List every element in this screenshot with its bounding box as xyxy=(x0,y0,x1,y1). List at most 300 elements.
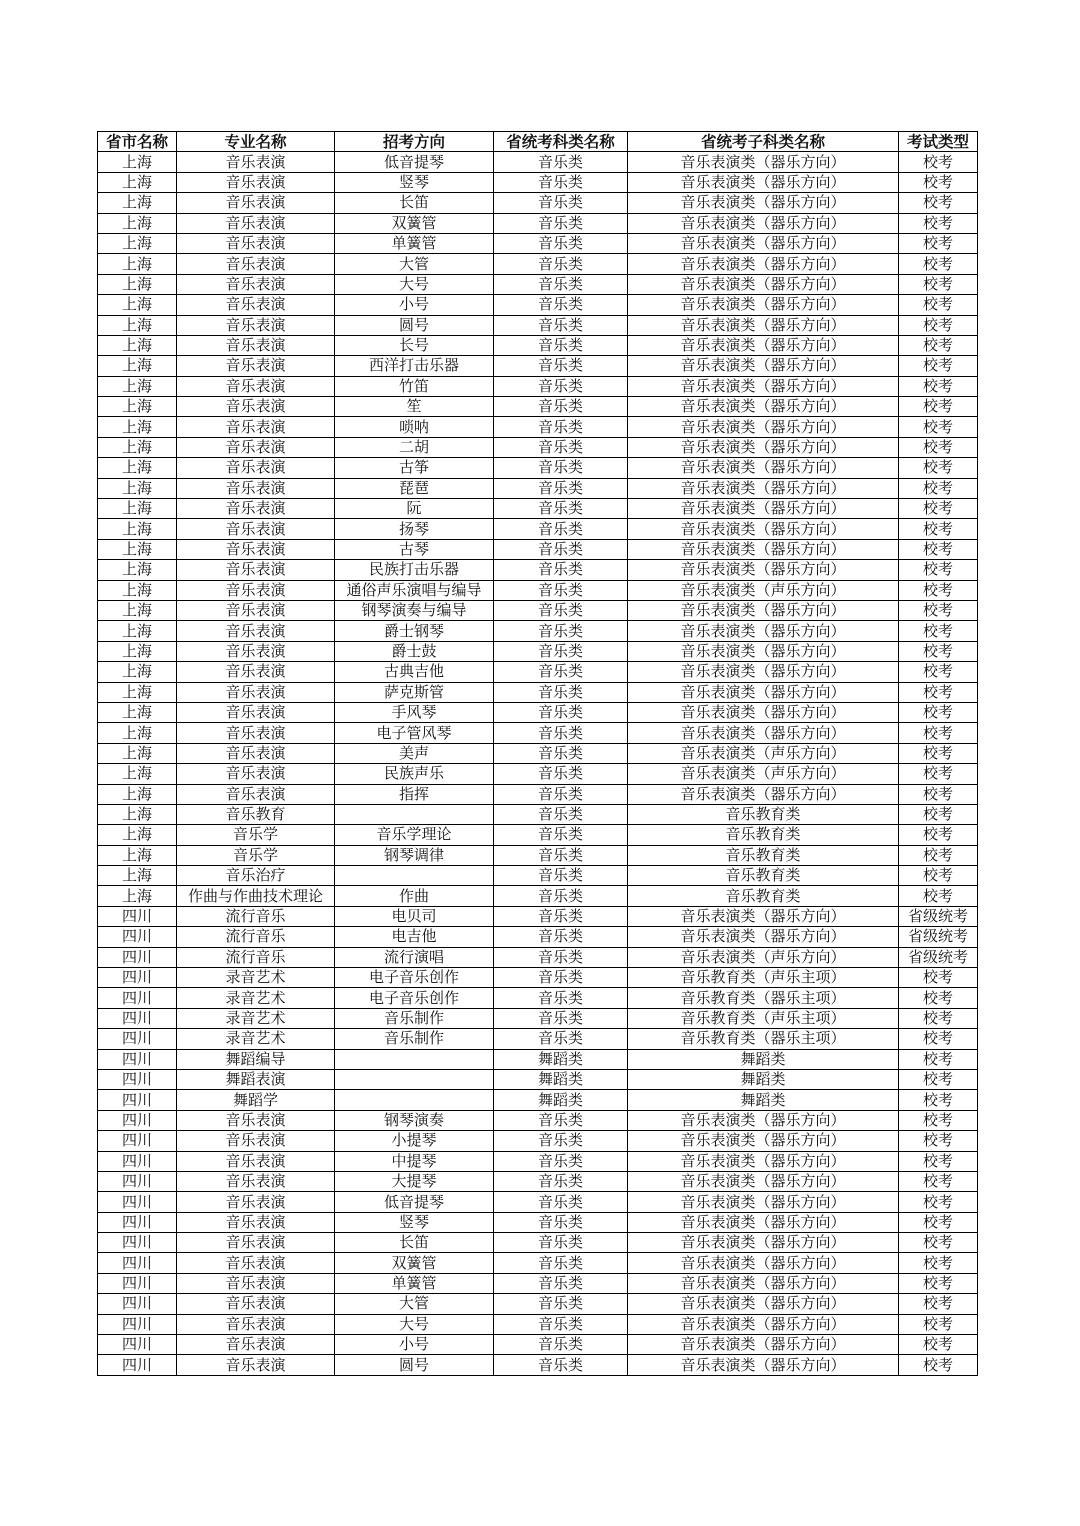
cell-province: 四川 xyxy=(98,1049,177,1069)
cell-subcategory: 音乐表演类（器乐方向） xyxy=(628,723,899,743)
table-row xyxy=(98,1008,978,1028)
cell-exam-type: 校考 xyxy=(899,254,978,274)
cell-exam-type: 校考 xyxy=(899,499,978,519)
cell-category: 音乐类 xyxy=(494,437,628,457)
cell-province: 四川 xyxy=(98,1233,177,1253)
cell-direction: 圆号 xyxy=(335,1355,494,1375)
cell-province: 四川 xyxy=(98,1110,177,1130)
table-row xyxy=(98,397,978,417)
cell-province: 上海 xyxy=(98,315,177,335)
cell-major: 流行音乐 xyxy=(177,927,335,947)
cell-subcategory: 舞蹈类 xyxy=(628,1090,899,1110)
cell-exam-type: 校考 xyxy=(899,233,978,253)
cell-province: 上海 xyxy=(98,743,177,763)
table-row xyxy=(98,1029,978,1049)
table-row xyxy=(98,968,978,988)
cell-direction: 电子音乐创作 xyxy=(335,968,494,988)
cell-major: 音乐表演 xyxy=(177,254,335,274)
cell-exam-type: 校考 xyxy=(899,1090,978,1110)
cell-province: 四川 xyxy=(98,1171,177,1191)
cell-exam-type: 校考 xyxy=(899,600,978,620)
cell-major: 音乐表演 xyxy=(177,152,335,172)
header-category: 省统考科类名称 xyxy=(494,132,628,152)
cell-major: 音乐表演 xyxy=(177,1171,335,1191)
cell-category: 音乐类 xyxy=(494,804,628,824)
table-row xyxy=(98,295,978,315)
cell-major: 音乐表演 xyxy=(177,560,335,580)
cell-exam-type: 校考 xyxy=(899,702,978,722)
cell-province: 上海 xyxy=(98,478,177,498)
cell-category: 音乐类 xyxy=(494,1355,628,1375)
cell-direction: 古筝 xyxy=(335,458,494,478)
cell-subcategory: 音乐表演类（器乐方向） xyxy=(628,927,899,947)
table-row xyxy=(98,580,978,600)
cell-province: 上海 xyxy=(98,723,177,743)
cell-exam-type: 校考 xyxy=(899,1151,978,1171)
cell-major: 音乐表演 xyxy=(177,1233,335,1253)
cell-direction: 美声 xyxy=(335,743,494,763)
cell-subcategory: 音乐表演类（器乐方向） xyxy=(628,1314,899,1334)
cell-major: 音乐表演 xyxy=(177,478,335,498)
cell-exam-type: 校考 xyxy=(899,295,978,315)
cell-direction xyxy=(335,1069,494,1089)
cell-major: 舞蹈学 xyxy=(177,1090,335,1110)
cell-exam-type: 校考 xyxy=(899,1294,978,1314)
cell-direction: 钢琴演奏 xyxy=(335,1110,494,1130)
cell-province: 上海 xyxy=(98,437,177,457)
cell-subcategory: 音乐表演类（器乐方向） xyxy=(628,1335,899,1355)
cell-major: 舞蹈表演 xyxy=(177,1069,335,1089)
cell-direction: 古典吉他 xyxy=(335,662,494,682)
cell-subcategory: 音乐表演类（器乐方向） xyxy=(628,1233,899,1253)
cell-direction: 竖琴 xyxy=(335,1212,494,1232)
cell-category: 音乐类 xyxy=(494,968,628,988)
table-row xyxy=(98,1192,978,1212)
table-row xyxy=(98,1049,978,1069)
cell-subcategory: 音乐表演类（器乐方向） xyxy=(628,1212,899,1232)
cell-major: 录音艺术 xyxy=(177,1008,335,1028)
cell-subcategory: 音乐表演类（器乐方向） xyxy=(628,1273,899,1293)
cell-subcategory: 音乐表演类（器乐方向） xyxy=(628,356,899,376)
table-row xyxy=(98,560,978,580)
cell-exam-type: 校考 xyxy=(899,560,978,580)
cell-direction: 音乐制作 xyxy=(335,1029,494,1049)
cell-subcategory: 音乐表演类（器乐方向） xyxy=(628,1355,899,1375)
cell-subcategory: 音乐表演类（器乐方向） xyxy=(628,600,899,620)
cell-major: 音乐表演 xyxy=(177,743,335,763)
cell-direction: 指挥 xyxy=(335,784,494,804)
cell-direction: 大管 xyxy=(335,1294,494,1314)
cell-major: 录音艺术 xyxy=(177,988,335,1008)
table-row xyxy=(98,866,978,886)
cell-province: 四川 xyxy=(98,947,177,967)
cell-direction: 大号 xyxy=(335,1314,494,1334)
cell-subcategory: 音乐表演类（器乐方向） xyxy=(628,641,899,661)
cell-subcategory: 音乐教育类（器乐主项） xyxy=(628,988,899,1008)
cell-exam-type: 校考 xyxy=(899,988,978,1008)
cell-category: 音乐类 xyxy=(494,702,628,722)
cell-direction: 民族打击乐器 xyxy=(335,560,494,580)
cell-province: 上海 xyxy=(98,335,177,355)
cell-subcategory: 音乐表演类（器乐方向） xyxy=(628,152,899,172)
cell-subcategory: 音乐表演类（器乐方向） xyxy=(628,295,899,315)
cell-category: 音乐类 xyxy=(494,1131,628,1151)
table-row xyxy=(98,1110,978,1130)
table-row xyxy=(98,1314,978,1334)
cell-province: 上海 xyxy=(98,682,177,702)
cell-exam-type: 校考 xyxy=(899,376,978,396)
cell-category: 音乐类 xyxy=(494,254,628,274)
header-exam-type: 考试类型 xyxy=(899,132,978,152)
cell-category: 音乐类 xyxy=(494,825,628,845)
cell-direction: 大号 xyxy=(335,274,494,294)
cell-direction: 大提琴 xyxy=(335,1171,494,1191)
cell-province: 四川 xyxy=(98,1192,177,1212)
cell-category: 音乐类 xyxy=(494,1314,628,1334)
cell-province: 上海 xyxy=(98,621,177,641)
cell-major: 音乐表演 xyxy=(177,458,335,478)
cell-province: 四川 xyxy=(98,1029,177,1049)
cell-province: 四川 xyxy=(98,1294,177,1314)
cell-major: 音乐表演 xyxy=(177,172,335,192)
cell-province: 上海 xyxy=(98,213,177,233)
table-row xyxy=(98,988,978,1008)
cell-province: 四川 xyxy=(98,1008,177,1028)
cell-category: 音乐类 xyxy=(494,947,628,967)
cell-direction xyxy=(335,804,494,824)
cell-province: 四川 xyxy=(98,1335,177,1355)
cell-subcategory: 舞蹈类 xyxy=(628,1069,899,1089)
table-row xyxy=(98,1355,978,1375)
cell-category: 音乐类 xyxy=(494,478,628,498)
cell-exam-type: 校考 xyxy=(899,1253,978,1273)
cell-category: 音乐类 xyxy=(494,784,628,804)
table-row xyxy=(98,172,978,192)
cell-major: 音乐表演 xyxy=(177,621,335,641)
cell-category: 音乐类 xyxy=(494,213,628,233)
table-row xyxy=(98,519,978,539)
cell-category: 音乐类 xyxy=(494,376,628,396)
table-row xyxy=(98,947,978,967)
cell-province: 上海 xyxy=(98,539,177,559)
cell-exam-type: 校考 xyxy=(899,723,978,743)
cell-subcategory: 音乐教育类（器乐主项） xyxy=(628,1029,899,1049)
table-header-row xyxy=(98,132,978,152)
cell-major: 录音艺术 xyxy=(177,1029,335,1049)
cell-exam-type: 校考 xyxy=(899,968,978,988)
cell-direction: 竹笛 xyxy=(335,376,494,396)
cell-major: 音乐表演 xyxy=(177,1294,335,1314)
cell-direction: 低音提琴 xyxy=(335,1192,494,1212)
cell-category: 音乐类 xyxy=(494,1233,628,1253)
cell-direction: 琵琶 xyxy=(335,478,494,498)
header-direction: 招考方向 xyxy=(335,132,494,152)
cell-subcategory: 音乐表演类（器乐方向） xyxy=(628,499,899,519)
cell-province: 四川 xyxy=(98,1212,177,1232)
cell-province: 四川 xyxy=(98,1069,177,1089)
table-row xyxy=(98,1090,978,1110)
cell-direction xyxy=(335,866,494,886)
cell-exam-type: 校考 xyxy=(899,1131,978,1151)
cell-category: 音乐类 xyxy=(494,519,628,539)
cell-subcategory: 音乐教育类 xyxy=(628,804,899,824)
cell-exam-type: 校考 xyxy=(899,784,978,804)
cell-province: 四川 xyxy=(98,1131,177,1151)
cell-category: 音乐类 xyxy=(494,152,628,172)
cell-category: 音乐类 xyxy=(494,662,628,682)
table-row xyxy=(98,1131,978,1151)
cell-category: 音乐类 xyxy=(494,458,628,478)
cell-province: 四川 xyxy=(98,1253,177,1273)
cell-major: 音乐表演 xyxy=(177,1314,335,1334)
cell-category: 音乐类 xyxy=(494,1253,628,1273)
cell-major: 音乐表演 xyxy=(177,702,335,722)
cell-exam-type: 校考 xyxy=(899,1314,978,1334)
cell-major: 音乐表演 xyxy=(177,193,335,213)
cell-subcategory: 音乐表演类（器乐方向） xyxy=(628,417,899,437)
cell-subcategory: 音乐表演类（声乐方向） xyxy=(628,580,899,600)
cell-exam-type: 校考 xyxy=(899,458,978,478)
cell-exam-type: 校考 xyxy=(899,213,978,233)
table-body xyxy=(98,152,978,1375)
cell-exam-type: 校考 xyxy=(899,1233,978,1253)
cell-category: 音乐类 xyxy=(494,499,628,519)
cell-category: 音乐类 xyxy=(494,641,628,661)
cell-province: 四川 xyxy=(98,906,177,926)
cell-category: 音乐类 xyxy=(494,560,628,580)
cell-major: 录音艺术 xyxy=(177,968,335,988)
table-row xyxy=(98,1069,978,1089)
cell-major: 音乐治疗 xyxy=(177,866,335,886)
cell-exam-type: 校考 xyxy=(899,335,978,355)
cell-major: 音乐表演 xyxy=(177,580,335,600)
cell-category: 音乐类 xyxy=(494,866,628,886)
cell-exam-type: 校考 xyxy=(899,437,978,457)
cell-major: 音乐表演 xyxy=(177,295,335,315)
table-row xyxy=(98,335,978,355)
cell-category: 音乐类 xyxy=(494,621,628,641)
cell-direction: 钢琴调律 xyxy=(335,845,494,865)
cell-direction: 二胡 xyxy=(335,437,494,457)
cell-subcategory: 音乐表演类（器乐方向） xyxy=(628,1131,899,1151)
table-row xyxy=(98,315,978,335)
cell-category: 音乐类 xyxy=(494,397,628,417)
cell-subcategory: 音乐表演类（器乐方向） xyxy=(628,682,899,702)
cell-subcategory: 音乐表演类（器乐方向） xyxy=(628,906,899,926)
cell-subcategory: 音乐表演类（器乐方向） xyxy=(628,1192,899,1212)
cell-subcategory: 音乐表演类（器乐方向） xyxy=(628,478,899,498)
table-row xyxy=(98,274,978,294)
cell-province: 上海 xyxy=(98,458,177,478)
cell-category: 音乐类 xyxy=(494,1335,628,1355)
cell-subcategory: 音乐表演类（器乐方向） xyxy=(628,662,899,682)
cell-subcategory: 音乐表演类（器乐方向） xyxy=(628,172,899,192)
cell-major: 音乐表演 xyxy=(177,376,335,396)
cell-province: 上海 xyxy=(98,886,177,906)
cell-major: 音乐表演 xyxy=(177,539,335,559)
cell-exam-type: 校考 xyxy=(899,866,978,886)
table-row xyxy=(98,233,978,253)
cell-subcategory: 音乐表演类（声乐方向） xyxy=(628,947,899,967)
cell-category: 音乐类 xyxy=(494,1151,628,1171)
table-row xyxy=(98,193,978,213)
table-row xyxy=(98,1335,978,1355)
cell-major: 音乐表演 xyxy=(177,519,335,539)
cell-major: 音乐表演 xyxy=(177,1355,335,1375)
admissions-table xyxy=(97,131,978,1376)
cell-direction: 双簧管 xyxy=(335,213,494,233)
cell-category: 音乐类 xyxy=(494,682,628,702)
table-row xyxy=(98,478,978,498)
cell-exam-type: 校考 xyxy=(899,539,978,559)
cell-subcategory: 音乐表演类（器乐方向） xyxy=(628,784,899,804)
cell-major: 音乐表演 xyxy=(177,397,335,417)
cell-subcategory: 音乐教育类 xyxy=(628,825,899,845)
cell-direction: 双簧管 xyxy=(335,1253,494,1273)
cell-subcategory: 音乐教育类（声乐主项） xyxy=(628,968,899,988)
cell-exam-type: 校考 xyxy=(899,764,978,784)
cell-major: 音乐学 xyxy=(177,825,335,845)
cell-exam-type: 校考 xyxy=(899,519,978,539)
cell-exam-type: 校考 xyxy=(899,845,978,865)
cell-major: 音乐表演 xyxy=(177,1253,335,1273)
cell-subcategory: 音乐表演类（器乐方向） xyxy=(628,560,899,580)
table-row xyxy=(98,1294,978,1314)
cell-subcategory: 音乐表演类（器乐方向） xyxy=(628,193,899,213)
table-row xyxy=(98,1253,978,1273)
cell-exam-type: 校考 xyxy=(899,1008,978,1028)
table-row xyxy=(98,417,978,437)
table-row xyxy=(98,662,978,682)
cell-direction: 民族声乐 xyxy=(335,764,494,784)
cell-direction: 唢呐 xyxy=(335,417,494,437)
cell-direction: 扬琴 xyxy=(335,519,494,539)
cell-subcategory: 音乐表演类（器乐方向） xyxy=(628,1253,899,1273)
cell-exam-type: 校考 xyxy=(899,478,978,498)
cell-direction: 作曲 xyxy=(335,886,494,906)
cell-direction: 音乐制作 xyxy=(335,1008,494,1028)
cell-major: 音乐表演 xyxy=(177,335,335,355)
cell-category: 音乐类 xyxy=(494,315,628,335)
table-row xyxy=(98,804,978,824)
cell-province: 上海 xyxy=(98,560,177,580)
cell-subcategory: 音乐教育类 xyxy=(628,866,899,886)
cell-subcategory: 音乐教育类（声乐主项） xyxy=(628,1008,899,1028)
cell-exam-type: 校考 xyxy=(899,193,978,213)
cell-major: 音乐学 xyxy=(177,845,335,865)
header-subcategory: 省统考子科类名称 xyxy=(628,132,899,152)
cell-category: 音乐类 xyxy=(494,172,628,192)
cell-province: 上海 xyxy=(98,295,177,315)
cell-province: 上海 xyxy=(98,784,177,804)
cell-province: 上海 xyxy=(98,804,177,824)
cell-province: 上海 xyxy=(98,519,177,539)
cell-exam-type: 校考 xyxy=(899,274,978,294)
cell-province: 上海 xyxy=(98,254,177,274)
cell-category: 音乐类 xyxy=(494,356,628,376)
cell-direction: 音乐学理论 xyxy=(335,825,494,845)
cell-province: 上海 xyxy=(98,825,177,845)
header-major: 专业名称 xyxy=(177,132,335,152)
table-row xyxy=(98,1171,978,1191)
cell-direction: 电子管风琴 xyxy=(335,723,494,743)
cell-major: 音乐表演 xyxy=(177,233,335,253)
cell-exam-type: 校考 xyxy=(899,1355,978,1375)
table-row xyxy=(98,723,978,743)
cell-direction: 小号 xyxy=(335,295,494,315)
cell-province: 四川 xyxy=(98,927,177,947)
cell-province: 上海 xyxy=(98,417,177,437)
table-row xyxy=(98,1212,978,1232)
cell-subcategory: 音乐表演类（器乐方向） xyxy=(628,254,899,274)
cell-province: 四川 xyxy=(98,988,177,1008)
cell-category: 音乐类 xyxy=(494,335,628,355)
cell-province: 四川 xyxy=(98,1090,177,1110)
cell-direction: 西洋打击乐器 xyxy=(335,356,494,376)
cell-province: 上海 xyxy=(98,376,177,396)
cell-direction: 单簧管 xyxy=(335,233,494,253)
cell-direction: 萨克斯管 xyxy=(335,682,494,702)
cell-subcategory: 音乐表演类（声乐方向） xyxy=(628,743,899,763)
cell-subcategory: 音乐表演类（器乐方向） xyxy=(628,335,899,355)
cell-exam-type: 校考 xyxy=(899,315,978,335)
cell-category: 音乐类 xyxy=(494,1110,628,1130)
cell-major: 舞蹈编导 xyxy=(177,1049,335,1069)
cell-major: 音乐表演 xyxy=(177,1110,335,1130)
cell-category: 音乐类 xyxy=(494,233,628,253)
cell-exam-type: 校考 xyxy=(899,682,978,702)
cell-exam-type: 校考 xyxy=(899,743,978,763)
cell-category: 音乐类 xyxy=(494,1212,628,1232)
cell-exam-type: 校考 xyxy=(899,580,978,600)
table-row xyxy=(98,845,978,865)
cell-direction: 电贝司 xyxy=(335,906,494,926)
cell-province: 上海 xyxy=(98,274,177,294)
table-row xyxy=(98,784,978,804)
table-row xyxy=(98,621,978,641)
cell-category: 舞蹈类 xyxy=(494,1049,628,1069)
cell-major: 音乐表演 xyxy=(177,1192,335,1212)
cell-major: 流行音乐 xyxy=(177,947,335,967)
cell-subcategory: 音乐教育类 xyxy=(628,886,899,906)
cell-province: 上海 xyxy=(98,152,177,172)
cell-category: 音乐类 xyxy=(494,193,628,213)
cell-exam-type: 校考 xyxy=(899,1192,978,1212)
cell-exam-type: 省级统考 xyxy=(899,906,978,926)
cell-category: 音乐类 xyxy=(494,1294,628,1314)
cell-province: 上海 xyxy=(98,845,177,865)
cell-exam-type: 校考 xyxy=(899,397,978,417)
cell-direction: 通俗声乐演唱与编导 xyxy=(335,580,494,600)
cell-major: 音乐表演 xyxy=(177,1335,335,1355)
cell-major: 作曲与作曲技术理论 xyxy=(177,886,335,906)
table-row xyxy=(98,152,978,172)
cell-direction: 电吉他 xyxy=(335,927,494,947)
cell-direction: 古琴 xyxy=(335,539,494,559)
table-row xyxy=(98,213,978,233)
cell-major: 音乐表演 xyxy=(177,274,335,294)
cell-province: 上海 xyxy=(98,233,177,253)
table-row xyxy=(98,927,978,947)
cell-direction: 阮 xyxy=(335,499,494,519)
cell-subcategory: 音乐表演类（器乐方向） xyxy=(628,1171,899,1191)
cell-major: 音乐表演 xyxy=(177,600,335,620)
cell-subcategory: 音乐表演类（器乐方向） xyxy=(628,539,899,559)
cell-category: 音乐类 xyxy=(494,886,628,906)
table-row xyxy=(98,641,978,661)
cell-subcategory: 音乐表演类（器乐方向） xyxy=(628,315,899,335)
cell-direction: 长笛 xyxy=(335,1233,494,1253)
